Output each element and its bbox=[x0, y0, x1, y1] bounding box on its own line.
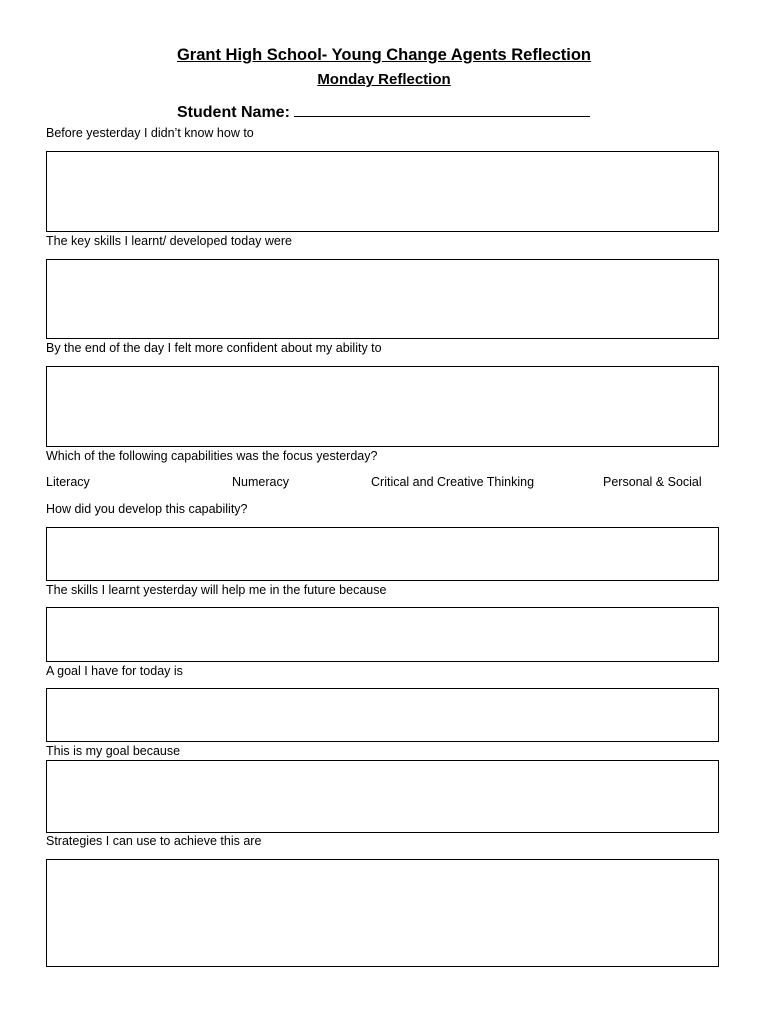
prompt-goal-because: This is my goal because bbox=[46, 744, 181, 758]
prompt-before-yesterday: Before yesterday I didn’t know how to bbox=[46, 126, 254, 140]
capability-personal-social[interactable]: Personal & Social bbox=[603, 475, 702, 489]
answer-box-future[interactable] bbox=[46, 607, 719, 662]
student-name-line[interactable] bbox=[294, 100, 590, 117]
prompt-key-skills: The key skills I learnt/ developed today were bbox=[46, 234, 292, 248]
student-name-label: Student Name: bbox=[177, 104, 290, 121]
document-title: Grant High School- Young Change Agents Reflection bbox=[176, 46, 592, 64]
capability-literacy[interactable]: Literacy bbox=[46, 475, 90, 489]
prompt-future: The skills I learnt yesterday will help me in the future because bbox=[46, 583, 387, 597]
answer-box-key-skills[interactable] bbox=[46, 259, 719, 339]
capability-numeracy[interactable]: Numeracy bbox=[232, 475, 289, 489]
capability-critical-creative-thinking[interactable]: Critical and Creative Thinking bbox=[371, 475, 535, 489]
prompt-strategies: Strategies I can use to achieve this are bbox=[46, 834, 262, 848]
prompt-develop-capability: How did you develop this capability? bbox=[46, 502, 248, 516]
answer-box-goal-today[interactable] bbox=[46, 688, 719, 742]
answer-box-strategies[interactable] bbox=[46, 859, 719, 967]
student-name-row bbox=[177, 100, 590, 123]
document-subtitle: Monday Reflection bbox=[317, 71, 451, 88]
answer-box-develop-capability[interactable] bbox=[46, 527, 719, 581]
prompt-goal-today: A goal I have for today is bbox=[46, 664, 183, 678]
prompt-confident: By the end of the day I felt more confident about my ability to bbox=[46, 341, 382, 355]
answer-box-goal-because[interactable] bbox=[46, 760, 719, 833]
prompt-capabilities-question: Which of the following capabilities was the focus yesterday? bbox=[46, 449, 378, 463]
answer-box-before-yesterday[interactable] bbox=[46, 151, 719, 232]
answer-box-confident[interactable] bbox=[46, 366, 719, 447]
